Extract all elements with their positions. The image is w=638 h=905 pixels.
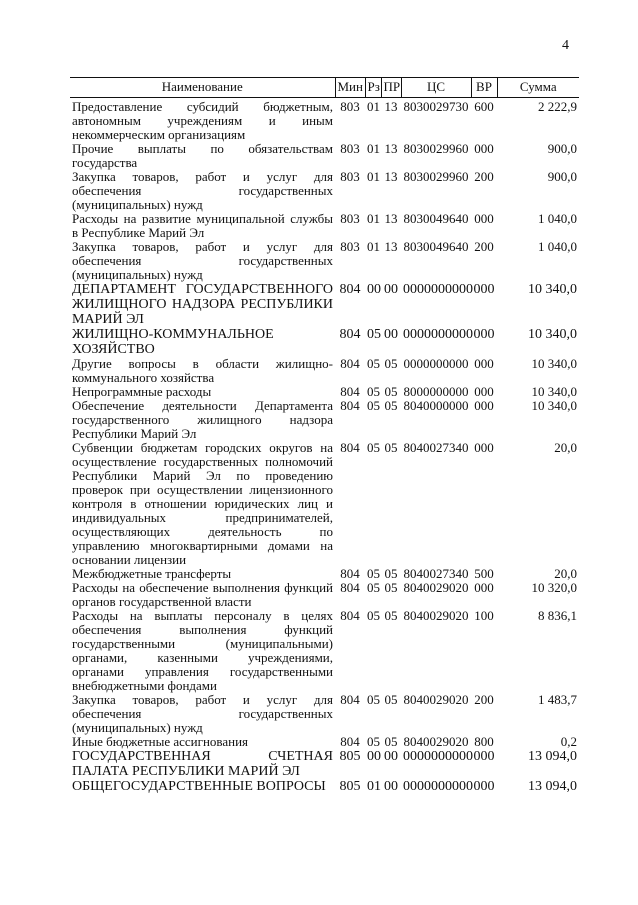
table-row — [70, 609, 579, 693]
cell-rz: 05 — [367, 356, 380, 371]
cell-sum: 900,0 — [547, 141, 577, 156]
cell-sum: 13 094,0 — [528, 779, 577, 794]
cell-sum: 900,0 — [547, 169, 577, 184]
cell-cs: 8040027340 — [403, 566, 469, 581]
cell-sum: 20,0 — [554, 440, 577, 455]
table-row — [70, 212, 579, 240]
cell-min: 803 — [340, 141, 360, 156]
cell-cs: 0000000000 — [403, 356, 469, 371]
cell-vr: 800 — [474, 734, 494, 749]
cell-vr: 000 — [473, 282, 495, 297]
cell-cs: 0000000000 — [403, 749, 473, 764]
cell-vr: 500 — [474, 566, 494, 581]
cell-pr: 13 — [384, 169, 398, 184]
cell-rz: 01 — [367, 99, 380, 114]
table-row — [70, 693, 579, 735]
cell-pr: 00 — [384, 749, 398, 764]
cell-pr: 13 — [384, 211, 398, 226]
table-row — [70, 441, 579, 567]
cell-vr: 200 — [474, 169, 494, 184]
cell-rz: 05 — [367, 734, 380, 749]
cell-name: Иные бюджетные ассигнования — [72, 734, 249, 749]
cell-min: 803 — [340, 169, 360, 184]
cell-rz: 05 — [367, 692, 380, 707]
cell-pr: 05 — [384, 356, 398, 371]
cell-min: 804 — [340, 566, 360, 581]
cell-name: Предоставление субсидий бюджетным, автономным учреждениям и иным некоммерческим организациям — [72, 99, 333, 142]
cell-vr: 600 — [474, 99, 494, 114]
cell-rz: 05 — [367, 440, 380, 455]
page-number: 4 — [562, 38, 569, 53]
cell-rz: 00 — [367, 282, 381, 297]
cell-sum: 2 222,9 — [538, 99, 577, 114]
cell-name: Закупка товаров, работ и услуг для обеспечения государственных (муниципальных) нужд — [72, 692, 333, 735]
cell-name: Обеспечение деятельности Департамента государственного жилищного надзора Республики Марий Эл — [72, 398, 333, 441]
table-row — [70, 735, 579, 749]
cell-cs: 8000000000 — [403, 384, 469, 399]
table-row — [70, 100, 579, 142]
cell-min: 804 — [339, 282, 361, 297]
cell-cs: 0000000000 — [403, 327, 473, 342]
cell-pr: 05 — [384, 734, 398, 749]
cell-pr: 05 — [384, 440, 398, 455]
cell-pr: 05 — [384, 398, 398, 413]
cell-min: 804 — [340, 440, 360, 455]
cell-rz: 05 — [367, 608, 380, 623]
cell-min: 803 — [340, 211, 360, 226]
cell-name: Прочие выплаты по обязательствам государства — [72, 141, 333, 170]
cell-cs: 8040029020 — [403, 734, 469, 749]
cell-vr: 000 — [474, 580, 494, 595]
cell-min: 804 — [340, 398, 360, 413]
cell-pr: 05 — [384, 608, 398, 623]
cell-pr: 05 — [384, 580, 398, 595]
cell-vr: 000 — [474, 440, 494, 455]
header-cs: ЦС — [401, 78, 471, 98]
cell-cs: 8040027340 — [403, 440, 469, 455]
cell-pr: 13 — [384, 99, 398, 114]
cell-sum: 10 340,0 — [528, 327, 577, 342]
cell-vr: 000 — [474, 211, 494, 226]
table-row — [70, 399, 579, 441]
cell-min: 804 — [340, 734, 360, 749]
cell-sum: 10 320,0 — [531, 580, 577, 595]
cell-name: Непрограммные расходы — [72, 384, 212, 399]
cell-cs: 8040000000 — [403, 398, 469, 413]
cell-rz: 05 — [367, 384, 380, 399]
table-row — [70, 282, 579, 327]
cell-vr: 000 — [473, 749, 495, 764]
cell-vr: 200 — [474, 239, 494, 254]
cell-name: Субвенции бюджетам городских округов на осуществление государственных полномочий Республики Марий Эл по проведению проверок при осуществлении лицензионного контроля в отношении юридических лиц и индивидуальных предпринимателей, осуществляющих деятельность по управлению многоквартирными домами на основании лицензии — [72, 440, 333, 567]
cell-sum: 1 483,7 — [538, 692, 577, 707]
cell-rz: 01 — [367, 141, 380, 156]
cell-rz: 01 — [367, 211, 380, 226]
cell-vr: 000 — [473, 327, 495, 342]
cell-vr: 000 — [474, 398, 494, 413]
header-min: Мин — [335, 78, 365, 98]
cell-cs: 8030029960 — [403, 169, 469, 184]
cell-min: 804 — [340, 356, 360, 371]
cell-vr: 000 — [473, 779, 495, 794]
cell-name: Закупка товаров, работ и услуг для обеспечения государственных (муниципальных) нужд — [72, 169, 333, 212]
cell-rz: 01 — [367, 779, 381, 794]
cell-pr: 00 — [384, 327, 398, 342]
cell-min: 804 — [339, 327, 361, 342]
table-row — [70, 240, 579, 282]
cell-cs: 0000000000 — [403, 282, 473, 297]
cell-sum: 1 040,0 — [538, 211, 577, 226]
cell-rz: 01 — [367, 169, 380, 184]
cell-rz: 01 — [367, 239, 380, 254]
cell-sum: 0,2 — [560, 734, 577, 749]
cell-cs: 8030029730 — [403, 99, 469, 114]
cell-cs: 8040029020 — [403, 692, 469, 707]
header-pr: ПР — [381, 78, 401, 98]
cell-cs: 8040029020 — [403, 608, 469, 623]
table-row — [70, 567, 579, 581]
table-row — [70, 581, 579, 609]
cell-sum: 10 340,0 — [531, 398, 577, 413]
header-sum: Сумма — [497, 78, 579, 98]
cell-pr: 00 — [384, 779, 398, 794]
header-name: Наименование — [70, 78, 335, 98]
table-row — [70, 357, 579, 385]
cell-cs: 8040029020 — [403, 580, 469, 595]
cell-rz: 05 — [367, 327, 381, 342]
cell-cs: 8030049640 — [403, 239, 469, 254]
cell-sum: 20,0 — [554, 566, 577, 581]
cell-pr: 05 — [384, 566, 398, 581]
cell-name: Расходы на обеспечение выполнения функций органов государственной власти — [72, 580, 333, 609]
cell-sum: 8 836,1 — [538, 608, 577, 623]
cell-sum: 13 094,0 — [528, 749, 577, 764]
cell-cs: 8030029960 — [403, 141, 469, 156]
cell-pr: 00 — [384, 282, 398, 297]
cell-rz: 05 — [367, 566, 380, 581]
table-row — [70, 749, 579, 779]
cell-rz: 05 — [367, 398, 380, 413]
table-row — [70, 385, 579, 399]
cell-sum: 1 040,0 — [538, 239, 577, 254]
cell-name: ОБЩЕГОСУДАРСТВЕННЫЕ ВОПРОСЫ — [72, 779, 326, 794]
cell-min: 804 — [340, 692, 360, 707]
header-vr: ВР — [471, 78, 497, 98]
budget-table — [70, 77, 579, 794]
cell-vr: 000 — [474, 356, 494, 371]
cell-name: ДЕПАРТАМЕНТ ГОСУДАРСТВЕННОГО ЖИЛИЩНОГО НАДЗОРА РЕСПУБЛИКИ МАРИЙ ЭЛ — [72, 282, 333, 327]
cell-cs: 0000000000 — [403, 779, 473, 794]
cell-pr: 05 — [384, 692, 398, 707]
cell-rz: 05 — [367, 580, 380, 595]
cell-min: 804 — [340, 608, 360, 623]
table-body — [70, 98, 579, 795]
cell-name: Другие вопросы в области жилищно-коммунального хозяйства — [72, 356, 333, 385]
cell-min: 805 — [339, 749, 361, 764]
cell-sum: 10 340,0 — [528, 282, 577, 297]
cell-min: 804 — [340, 384, 360, 399]
cell-vr: 000 — [474, 141, 494, 156]
cell-min: 805 — [339, 779, 361, 794]
cell-vr: 000 — [474, 384, 494, 399]
table-row — [70, 142, 579, 170]
cell-pr: 05 — [384, 384, 398, 399]
table-row — [70, 327, 579, 357]
cell-min: 804 — [340, 580, 360, 595]
cell-name: Закупка товаров, работ и услуг для обеспечения государственных (муниципальных) нужд — [72, 239, 333, 282]
cell-name: Межбюджетные трансферты — [72, 566, 232, 581]
cell-vr: 200 — [474, 692, 494, 707]
cell-name: Расходы на выплаты персоналу в целях обеспечения выполнения функций государственными (муниципальными) органами, казенными учреждениями, органами управления государственными внебюджетными фондами — [72, 608, 333, 693]
table-header-row — [70, 78, 579, 98]
cell-vr: 100 — [474, 608, 494, 623]
cell-rz: 00 — [367, 749, 381, 764]
cell-cs: 8030049640 — [403, 211, 469, 226]
header-rz: Рз — [365, 78, 381, 98]
cell-name: Расходы на развитие муниципальной службы в Республике Марий Эл — [72, 211, 333, 240]
cell-name: ЖИЛИЩНО-КОММУНАЛЬНОЕ ХОЗЯЙСТВО — [72, 327, 274, 357]
cell-sum: 10 340,0 — [531, 356, 577, 371]
cell-pr: 13 — [384, 141, 398, 156]
cell-pr: 13 — [384, 239, 398, 254]
table-row — [70, 170, 579, 212]
cell-name: ГОСУДАРСТВЕННАЯ СЧЕТНАЯ ПАЛАТА РЕСПУБЛИКИ МАРИЙ ЭЛ — [72, 749, 333, 779]
cell-min: 803 — [340, 99, 360, 114]
cell-sum: 10 340,0 — [531, 384, 577, 399]
cell-min: 803 — [340, 239, 360, 254]
table-row — [70, 779, 579, 794]
